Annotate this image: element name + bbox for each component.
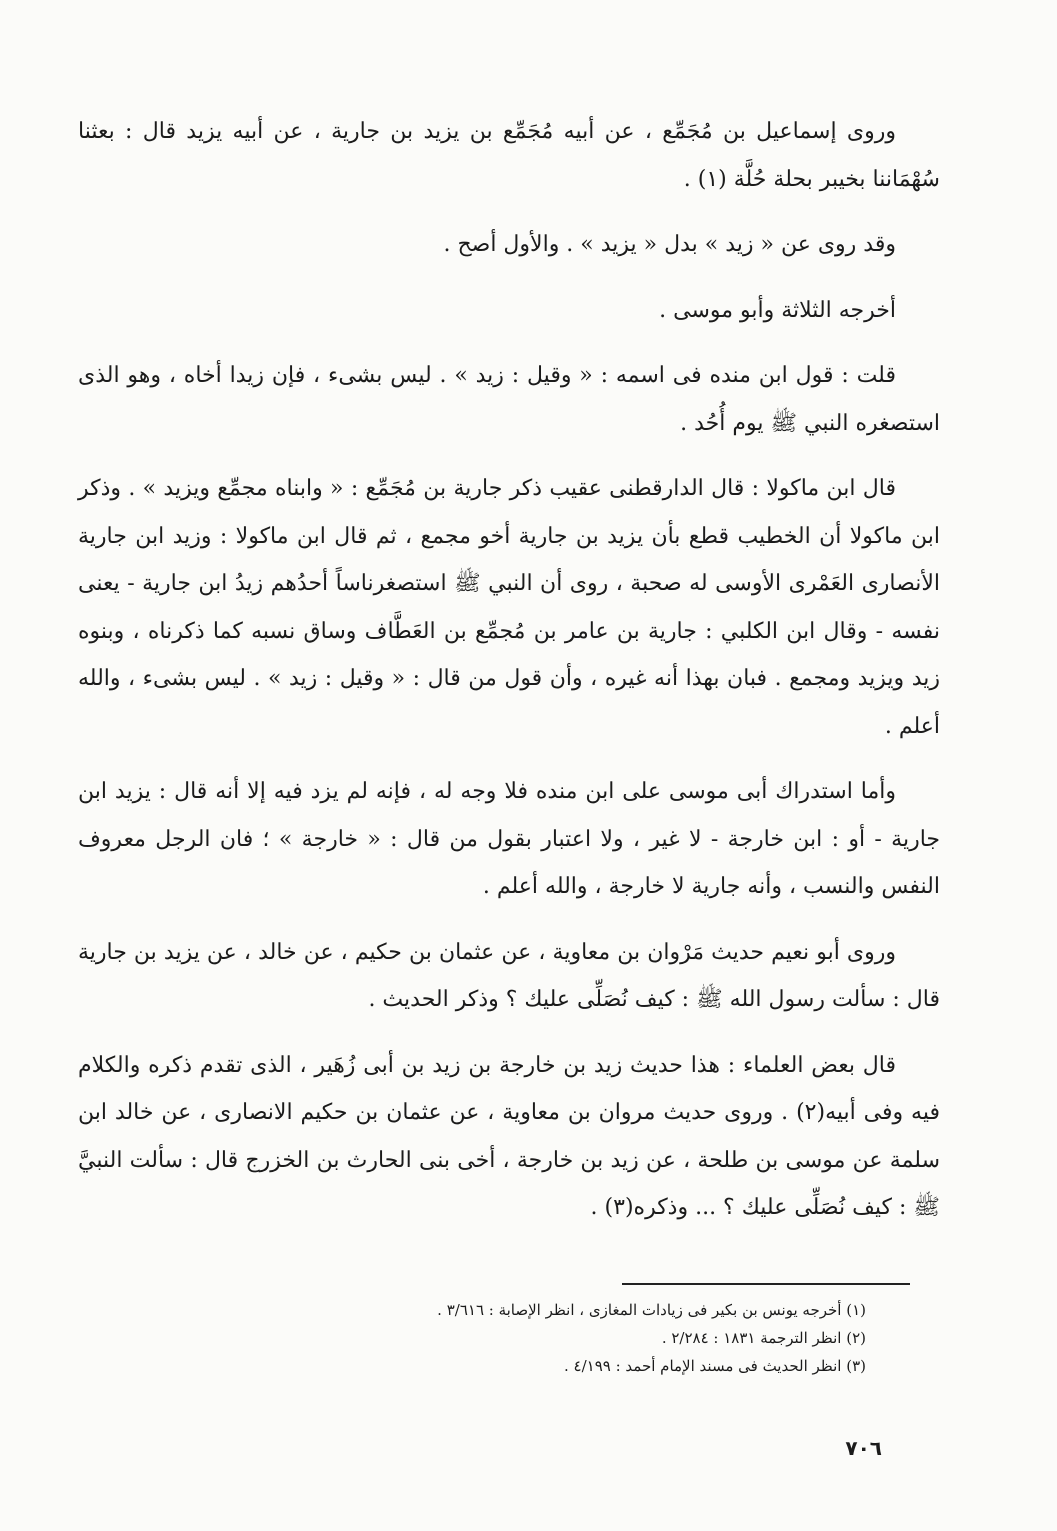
footnote-divider [622,1283,910,1285]
paragraph-ismail-narration: وروى إسماعيل بن مُجَمِّع ، عن أبيه مُجَمِّع بن يزيد بن جارية ، عن أبيه يزيد قال : بعثنا سُهْمَاننا بخيبر بحلة حُلَّة (١) . [78,119,940,192]
paragraph-takhrij: أخرجه الثلاثة وأبو موسى . [659,297,896,323]
footnote-2: (٢) انظر الترجمة ١٨٣١ : ٢/٢٨٤ . [661,1329,866,1347]
paragraph-zayd-variant: وقد روى عن « زيد » بدل « يزيد » . والأول أصح . [443,232,896,257]
footnote-1: (١) أخرجه يونس بن بكير فى زيادات المغازى ، انظر الإصابة : ٣/٦١٦ . [437,1301,866,1319]
footnotes [300,1296,866,1380]
footnote-3: (٣) انظر الحديث فى مسند الإمام أحمد : ٤/١٩٩ . [563,1357,866,1375]
paragraph-some-scholars: قال بعض العلماء : هذا حديث زيد بن خارجة بن زيد بن أبى زُهَير ، الذى تقدم ذكره والكلام فيه وفى أبيه(٢) . وروى حديث مروان بن معاوية ، عن عثمان بن حكيم الانصارى ، عن خالد ابن سلمة عن موسى بن طلحة ، عن زيد بن خارجة ، أخى بنى الحارث بن الخزرج قال : سألت النبيَّ ﷺ : كيف نُصَلِّى عليك ؟ ... وذكره(٣) . [78,1052,941,1220]
main-text [78,108,940,1250]
paragraph-ibn-makula: قال ابن ماكولا : قال الدارقطنى عقيب ذكر جارية بن مُجَمِّع : « وابناه مجمِّع ويزيد » . وذكر ابن ماكولا أن الخطيب قطع بأن يزيد بن جارية أخو مجمع ، ثم قال ابن ماكولا : وزيد ابن جارية الأنصارى العَمْرى الأوسى له صحبة ، روى أن النبي ﷺ استصغرناساً أحدُهم زيدُ ابن جارية - يعنى نفسه - وقال ابن الكلبي : جارية بن عامر بن مُجمِّع بن العَطَّاف وساق نسبه كما ذكرناه ، وبنوه زيد ويزيد ومجمع . فبان بهذا أنه غيره ، وأن قول من قال : « وقيل : زيد » . ليس بشىء ، والله أعلم . [78,476,940,739]
page-number: ٧٠٦ [845,1436,882,1460]
paragraph-qultu: قلت : قول ابن منده فى اسمه : « وقيل : زيد » . ليس بشىء ، فإن زيدا أخاه ، وهو الذى استصغره النبي ﷺ يوم أُحُد . [78,363,940,436]
paragraph-abu-nuaym: وروى أبو نعيم حديث مَرْوان بن معاوية ، عن عثمان بن حكيم ، عن خالد ، عن يزيد بن جارية قال : سألت رسول الله ﷺ : كيف نُصَلِّى عليك ؟ وذكر الحديث . [78,939,940,1012]
paragraph-abu-musa: وأما استدراك أبى موسى على ابن منده فلا وجه له ، فإنه لم يزد فيه إلا أنه قال : يزيد ابن جارية - أو : ابن خارجة - لا غير ، ولا اعتبار بقول من قال : « خارجة » ؛ فان الرجل معروف النفس والنسب ، وأنه جارية لا خارجة ، والله أعلم . [78,779,940,899]
